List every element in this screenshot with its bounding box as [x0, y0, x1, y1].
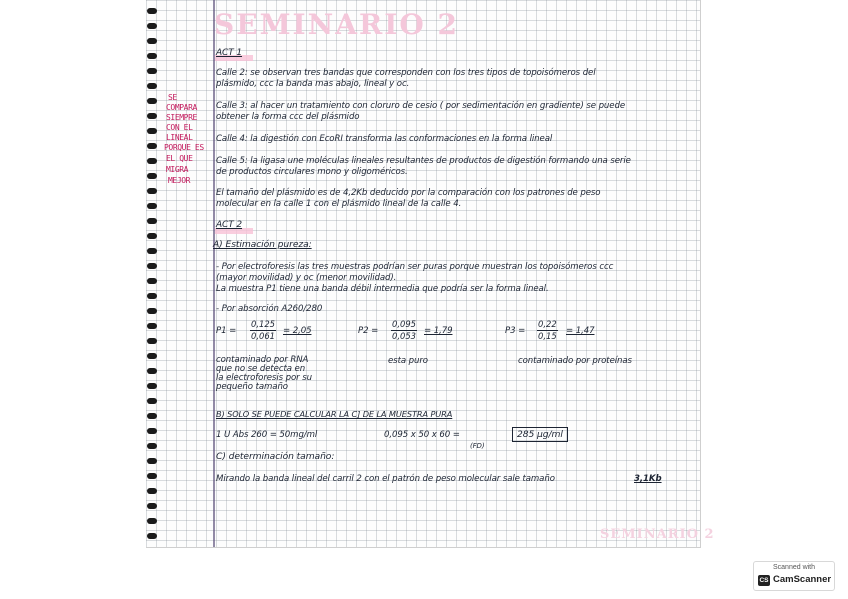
binding-hole [147, 503, 157, 509]
act1-line: El tamaño del plásmido es de 4,2Kb deducido por la comparación con los patrones de peso [216, 188, 601, 198]
p3-note: contaminado por proteínas [518, 356, 632, 366]
binding-hole [147, 38, 157, 44]
binding-hole [147, 338, 157, 344]
binding-hole [147, 263, 157, 269]
section-c-line: Mirando la banda lineal del carril 2 con el patrón de peso molecular sale tamaño [216, 474, 555, 484]
binding-hole [147, 98, 157, 104]
section-b-title: B) SOLO SE PUEDE CALCULAR LA C] DE LA MUESTRA PURA [216, 409, 453, 419]
binding-hole [147, 368, 157, 374]
p2-result: = 1,79 [424, 326, 453, 336]
binding-hole [147, 248, 157, 254]
binding-hole [147, 398, 157, 404]
p1-denominator: 0,061 [251, 331, 275, 341]
absorcion-title: - Por absorción A260/280 [216, 304, 323, 314]
section-a-title: A) Estimación pureza: [213, 239, 312, 250]
binding-hole [147, 383, 157, 389]
section-a-line: (mayor movilidad) y oc (menor movilidad). [216, 273, 397, 283]
binding-hole [147, 458, 157, 464]
binding-hole [147, 428, 157, 434]
act1-line: Calle 4: la digestión con EcoRI transforma las conformaciones en la forma lineal [216, 134, 553, 144]
section-a-line: La muestra P1 tiene una banda débil intermedia que podría ser la forma lineal. [216, 284, 549, 294]
side-note-line: SIEMPRE [166, 113, 197, 122]
p1-note-3: la electroforesis por su [216, 373, 312, 383]
page-title: SEMINARIO 2 [214, 8, 459, 41]
side-note-line: MIGRA [166, 165, 189, 174]
binding-hole [147, 23, 157, 29]
binding-hole [147, 128, 157, 134]
act1-line: Calle 2: se observan tres bandas que corresponden con los tres tipos de topoisómeros del [216, 68, 596, 78]
act1-heading: ACT 1 [216, 48, 243, 58]
binding-hole [147, 53, 157, 59]
side-note-line: MEJOR [168, 176, 191, 185]
binding-hole [147, 518, 157, 524]
footer-title: SEMINARIO 2 [600, 527, 715, 542]
p1-note-4: pequeño tamaño [216, 382, 288, 392]
binding-hole [147, 83, 157, 89]
side-note-line: LINEAL [166, 133, 193, 142]
p3-denominator: 0,15 [538, 331, 557, 341]
binding-hole [147, 143, 157, 149]
margin-line [213, 0, 215, 547]
side-note-line: CON EL [166, 123, 193, 132]
side-note-line: EL QUE [166, 154, 193, 163]
binding-hole [147, 188, 157, 194]
binding-hole [147, 68, 157, 74]
act1-line: molecular en la calle 1 con el plásmido lineal de la calle 4. [216, 199, 462, 209]
side-note-line: SE [168, 93, 177, 102]
p2-fraction [391, 319, 417, 342]
section-a-line: - Por electroforesis las tres muestras podrían ser puras porque muestran los topoisómeros ccc [216, 262, 614, 272]
act1-line: de productos circulares mono y oligoméricos. [216, 167, 408, 177]
p1-note-1: contaminado por RNA [216, 355, 309, 365]
camscanner-logo-icon: CS [759, 577, 769, 584]
binding-hole [147, 113, 157, 119]
p1-note-2: que no se detecta en [216, 364, 306, 374]
p3-result: = 1,47 [566, 326, 595, 336]
act1-line: Calle 5: la ligasa une moléculas lineales resultantes de productos de digestión formando una serie [216, 156, 631, 166]
p2-numerator: 0,095 [392, 319, 416, 329]
p3-fraction [537, 319, 558, 342]
p2-label: P2 = [358, 326, 379, 336]
badge-brand: CamScanner [773, 574, 832, 585]
dilution-factor-label: (FD) [470, 442, 485, 450]
binding-hole [147, 203, 157, 209]
p2-denominator: 0,053 [392, 331, 416, 341]
camscanner-badge [753, 561, 835, 591]
binding-hole [147, 173, 157, 179]
binding-hole [147, 233, 157, 239]
p1-numerator: 0,125 [251, 319, 275, 329]
spiral-holes [146, 0, 160, 547]
binding-hole [147, 293, 157, 299]
side-note-line: COMPARA [166, 103, 197, 112]
binding-hole [147, 488, 157, 494]
binding-hole [147, 218, 157, 224]
side-note-line: PORQUE ES [164, 143, 204, 152]
act2-heading: ACT 2 [216, 220, 243, 230]
section-b-result: 285 µg/ml [512, 427, 568, 442]
p1-fraction [250, 319, 276, 342]
section-c-result: 3,1Kb [634, 474, 662, 484]
p1-result: = 2,05 [283, 326, 312, 336]
section-b-equation-right: 0,095 x 50 x 60 = [384, 430, 460, 440]
binding-hole [147, 473, 157, 479]
binding-hole [147, 308, 157, 314]
binding-hole [147, 323, 157, 329]
act1-line: Calle 3: al hacer un tratamiento con cloruro de cesio ( por sedimentación en gradiente) se puede [216, 101, 626, 111]
p1-label: P1 = [216, 326, 237, 336]
badge-caption: Scanned with [772, 564, 816, 571]
binding-hole [147, 443, 157, 449]
p3-numerator: 0,22 [538, 319, 557, 329]
section-b-equation-left: 1 U Abs 260 = 50mg/ml [216, 430, 318, 440]
act1-line: plásmido, ccc la banda mas abajo, lineal y oc. [216, 79, 410, 89]
p2-note: esta puro [388, 356, 428, 366]
binding-hole [147, 353, 157, 359]
binding-hole [147, 8, 157, 14]
binding-hole [147, 533, 157, 539]
p3-label: P3 = [505, 326, 526, 336]
binding-hole [147, 278, 157, 284]
binding-hole [147, 413, 157, 419]
act1-line: obtener la forma ccc del plásmido [216, 112, 360, 122]
binding-hole [147, 158, 157, 164]
section-c-title: C) determinación tamaño: [216, 451, 335, 462]
